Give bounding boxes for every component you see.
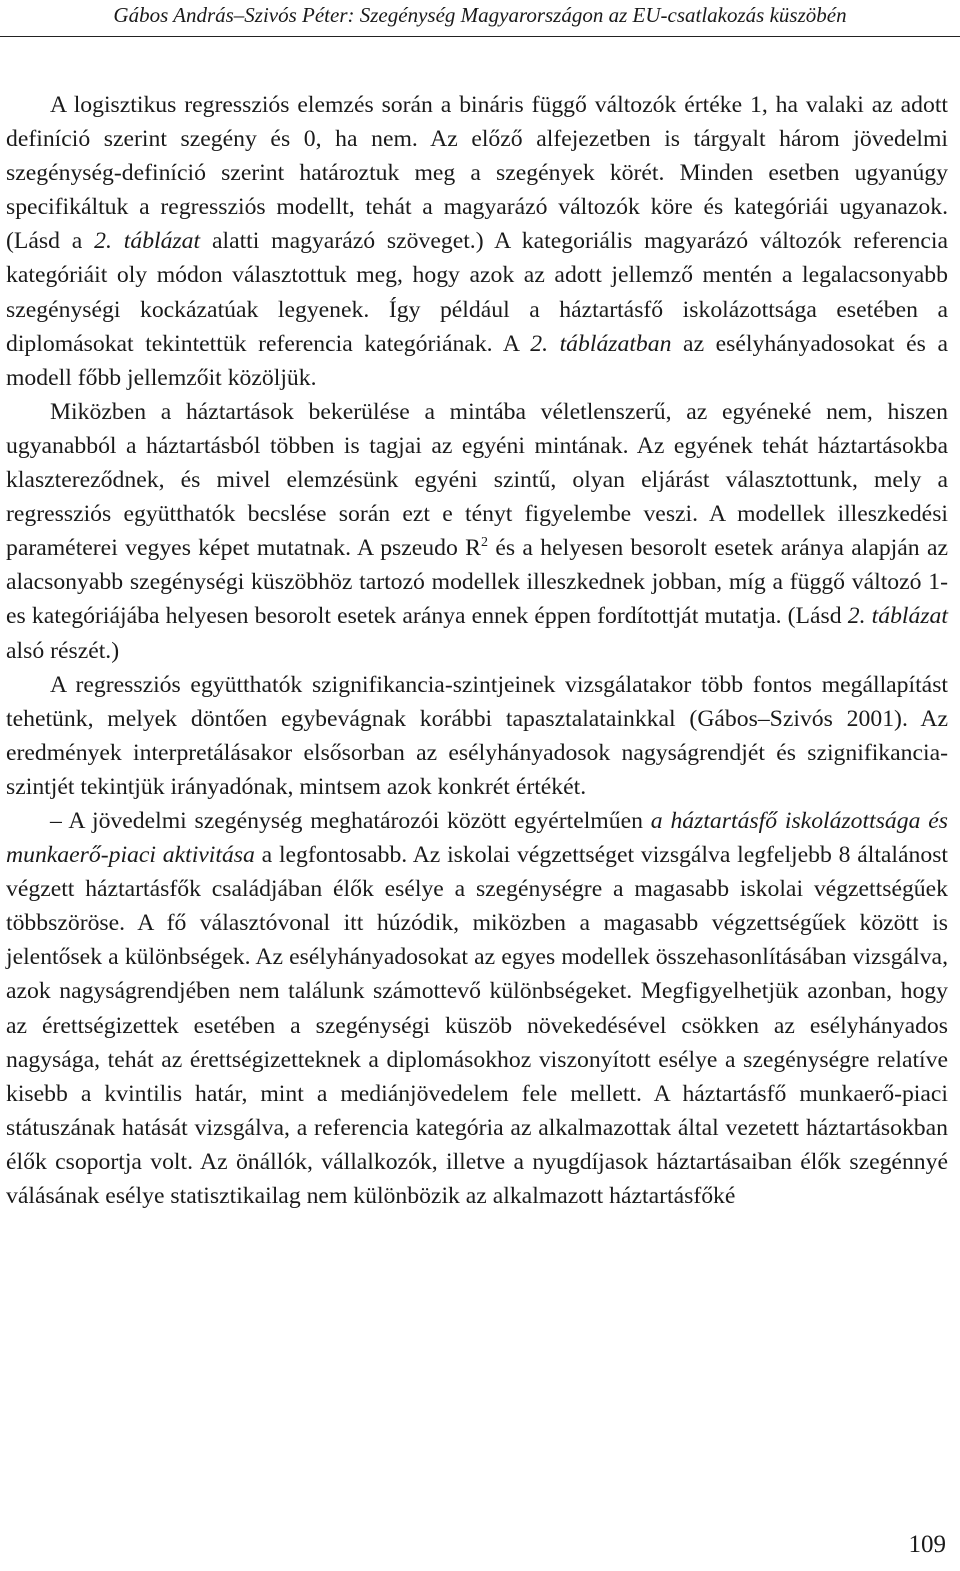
- table-reference-2: 2. táblázatban: [530, 330, 672, 357]
- body-text: [6, 88, 948, 1213]
- page-number: 109: [908, 1531, 946, 1558]
- paragraph-1-text-b: alatti magyarázó szöveget.) A kategoriális magyarázó változók referencia kategóriáit oly módon választottuk meg, hogy azok az adott jellemző mentén a legalacsonyabb szegénységi kockázatúak legyenek. Így például a háztartásfő iskolázottsága esetében a diplomásokat tekintettük referencia kategóriának. A: [6, 228, 948, 357]
- running-header: [0, 0, 960, 37]
- emphasis-phrase: a háztartásfő iskolázottsága és munkaerő-piaci aktivitása: [6, 807, 949, 869]
- paragraph-2: [6, 395, 948, 668]
- paragraph-2-text-c: alsó részét.): [6, 637, 120, 664]
- paragraph-3: A regressziós együtthatók szignifikancia-szintjeinek vizsgálatakor több fontos megállapítást tehetünk, melyek döntően egybevágnak korábbi tapasztalatainkkal (Gábos–Szivós 2001). Az eredmények interpretálásakor elsősorban az esélyhányadosok nagyságrendjét és szignifikancia-szintjét tekintjük irányadónak, mintsem azok konkrét értékét.: [6, 671, 948, 800]
- paragraph-1-text-a: A logisztikus regressziós elemzés során a bináris függő változók értéke 1, ha valaki az adott definíció szerint szegény és 0, ha nem. Az előző alfejezetben is tárgyalt három jövedelmi szegénység-definíció szerint határoztuk meg a szegények körét. Minden esetben ugyanúgy specifikáltuk a regressziós modellt, tehát a magyarázó változók köre és kategóriái ugyanazok. (Lásd a: [6, 92, 948, 255]
- paragraph-4: [6, 804, 948, 1213]
- paragraph-2-text-a: Miközben a háztartások bekerülése a mintába véletlenszerű, az egyéneké nem, hiszen ugyanabból a háztartásból többen is tagjai az egyéni mintának. Az egyének tehát háztartásokba klasztereződnek, és mivel elemzésünk egyéni szintű, olyan eljárást választottunk, mely a regressziós együtthatók becslése során ezt e tényt figyelembe veszi. A modellek illeszkedési paraméterei vegyes képet mutatnak. A pszeudo R: [6, 398, 948, 562]
- paragraph-4-text-a: – A jövedelmi szegénység meghatározói között egyértelműen: [50, 807, 651, 834]
- table-reference-1: 2. táblázat: [94, 228, 201, 255]
- table-reference-3: 2. táblázat: [847, 603, 948, 630]
- paragraph-1-text-c: az esélyhányadosokat és a modell főbb jellemzőit közöljük.: [6, 330, 948, 391]
- paragraph-1: [6, 88, 948, 395]
- superscript-2: 2: [480, 535, 488, 551]
- paragraph-4-text-b: a legfontosabb. Az iskolai végzettséget vizsgálva legfeljebb 8 általánost végzett háztartásfők családjában élők esélye a szegénységre a magasabb iskolai végzettségűek többszöröse. A fő választóvonal itt húzódik, miközben a magasabb végzettségűek között is jelentősek a különbségek. Az esélyhányadosokat az egyes modellek összehasonlításában vizsgálva, azok nagyságrendjében nem találunk számottevő különbségeket. Megfigyelhetjük azonban, hogy az érettségizettek esetében a szegénységi küszöb növekedésével csökken az esélyhányados nagysága, tehát az érettségizetteknek a diplomásokhoz viszonyított esélye a szegénységre relatíve kisebb a kvintilis határ, mint a mediánjövedelem fele mellett. A háztartásfő munkaerő-piaci státuszának hatását vizsgálva, a referencia kategória az alkalmazottak által vezetett háztartásokban élők csoportja volt. Az önállók, vállalkozók, illetve a nyugdíjasok háztartásaiban élők szegénnyé válásának esélye statisztikailag nem különbözik az alkalmazott háztartásfőké: [6, 842, 948, 1209]
- paragraph-2-text-b: és a helyesen besorolt esetek aránya alapján az alacsonyabb szegénységi küszöbhöz tartozó modellek illeszkednek jobban, míg a függő változó 1-es kategóriájába helyesen besorolt esetek aránya ennek éppen fordítottját mutatja. (Lásd: [6, 535, 948, 630]
- running-title: Gábos András–Szivós Péter: Szegénység Magyarországon az EU-csatlakozás küszöbén: [113, 3, 847, 27]
